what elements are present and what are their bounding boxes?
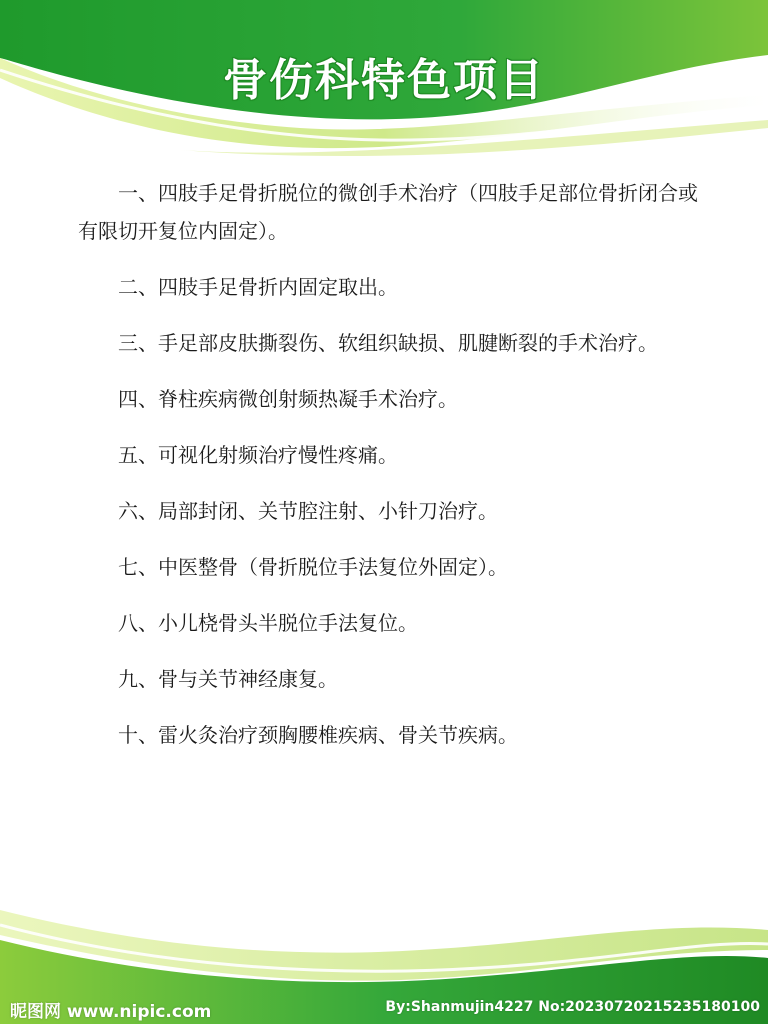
project-list: [78, 174, 700, 772]
list-item: 七、中医整骨（骨折脱位手法复位外固定）。: [118, 555, 508, 579]
list-item: 一、四肢手足骨折脱位的微创手术治疗（四肢手足部位骨折闭合或有限切开复位内固定）。: [78, 181, 698, 243]
watermark-author: By:Shanmujin4227 No:20230720215235180100: [385, 999, 760, 1015]
list-item: 八、小儿桡骨头半脱位手法复位。: [118, 611, 418, 635]
list-item: 九、骨与关节神经康复。: [118, 667, 338, 691]
watermark-site: 昵图网 www.nipic.com: [10, 1002, 212, 1022]
list-item: 十、雷火灸治疗颈胸腰椎疾病、骨关节疾病。: [118, 723, 518, 747]
list-item: 五、可视化射频治疗慢性疼痛。: [118, 443, 398, 467]
list-item: 四、脊柱疾病微创射频热凝手术治疗。: [118, 387, 458, 411]
list-item: 六、局部封闭、关节腔注射、小针刀治疗。: [118, 499, 498, 523]
list-item: 三、手足部皮肤撕裂伤、软组织缺损、肌腱断裂的手术治疗。: [118, 331, 658, 355]
page-title: 骨伤科特色项目: [223, 55, 545, 106]
list-item: 二、四肢手足骨折内固定取出。: [118, 275, 398, 299]
